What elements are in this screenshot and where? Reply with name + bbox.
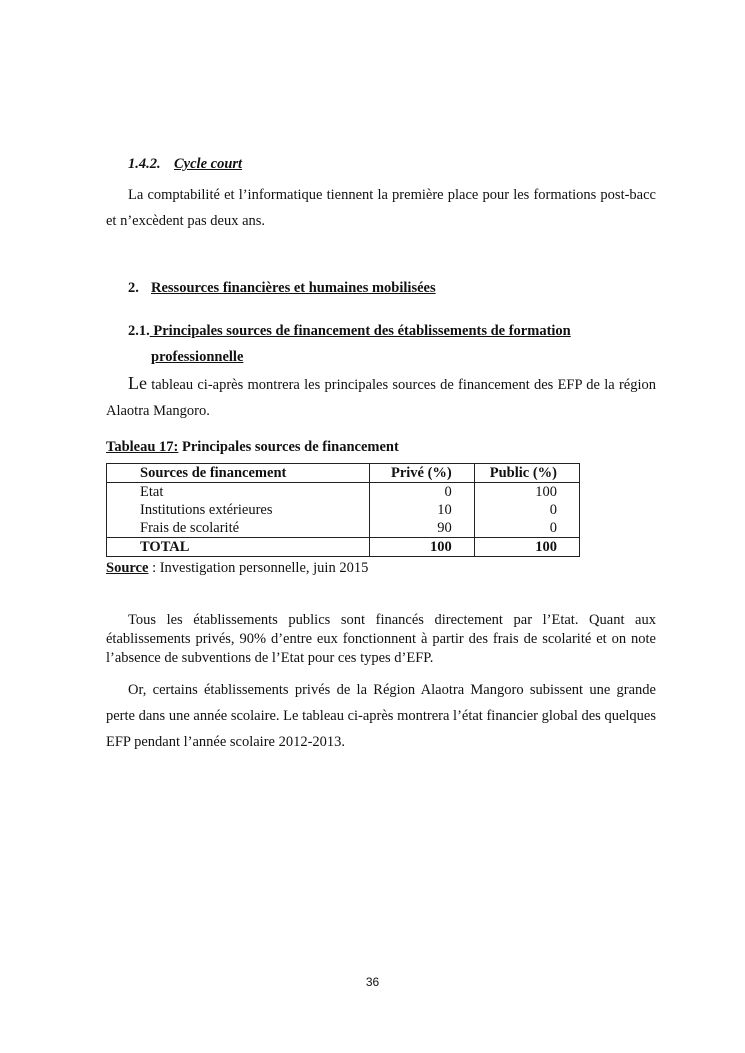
- cell-source: Etat: [107, 483, 370, 502]
- paragraph-text: La comptabilité et l’informatique tiennent la première place pour les formations post-bacc et n’excèdent pas deux ans.: [106, 187, 656, 229]
- paragraph-loss: [106, 677, 656, 755]
- source-text: : Investigation personnelle, juin 2015: [148, 560, 369, 576]
- paragraph-text: Tous les établissements publics sont financés directement par l’Etat. Quant aux établissements privés, 90% d’entre eux fonctionnent à partir des frais de scolarité et on note l’absence de subventions de l’Etat pour ces types d’EFP.: [106, 612, 656, 666]
- header-sources: Sources de financement: [107, 464, 370, 483]
- table-row: [107, 501, 580, 519]
- cell-prive: 0: [370, 483, 474, 502]
- table-caption-label: Tableau 17:: [106, 439, 179, 455]
- cell-total-label: TOTAL: [107, 538, 370, 557]
- heading-2-1: [128, 318, 571, 370]
- heading-2: [128, 280, 436, 297]
- heading-1-4-2: [128, 156, 242, 173]
- heading-title: Cycle court: [174, 156, 243, 172]
- cell-public: 0: [474, 519, 579, 538]
- heading-number: 1.4.2.: [128, 156, 161, 172]
- heading-number: 2.: [128, 280, 139, 296]
- source-label: Source: [106, 560, 149, 576]
- cell-total-prive: 100: [370, 538, 474, 557]
- paragraph-text: Or, certains établissements privés de la Région Alaotra Mangoro subissent une grande perte dans une année scolaire. Le tableau ci-après montrera l’état financier global des quelques EFP pendant l’année scolaire 2012-2013.: [106, 682, 656, 750]
- heading-title: Ressources financières et humaines mobilisées: [151, 280, 436, 296]
- table-caption: [106, 439, 399, 456]
- table-source: [106, 560, 368, 577]
- cell-prive: 10: [370, 501, 474, 519]
- cell-source: Frais de scolarité: [107, 519, 370, 538]
- cell-source: Institutions extérieures: [107, 501, 370, 519]
- table-row: [107, 519, 580, 538]
- heading-number: 2.1.: [128, 323, 150, 339]
- header-public: Public (%): [474, 464, 579, 483]
- cell-public: 0: [474, 501, 579, 519]
- paragraph-text: tableau ci-après montrera les principales sources de financement des EFP de la région Alaotra Mangoro.: [106, 377, 656, 419]
- paragraph-financing: [106, 611, 656, 668]
- page-number: 36: [365, 975, 380, 989]
- table-caption-title: Principales sources de financement: [178, 439, 399, 455]
- paragraph-intro: [106, 370, 656, 424]
- heading-title-line2: professionnelle: [151, 349, 244, 365]
- table-row: [107, 483, 580, 502]
- table-header-row: [107, 464, 580, 483]
- dropcap: Le: [128, 373, 147, 393]
- header-prive: Privé (%): [370, 464, 474, 483]
- cell-prive: 90: [370, 519, 474, 538]
- cell-total-public: 100: [474, 538, 579, 557]
- cell-public: 100: [474, 483, 579, 502]
- heading-title-line1: Principales sources de financement des établissements de formation: [149, 323, 571, 339]
- paragraph-cycle-court: [106, 182, 656, 234]
- financing-sources-table: [106, 463, 580, 557]
- table-total-row: [107, 538, 580, 557]
